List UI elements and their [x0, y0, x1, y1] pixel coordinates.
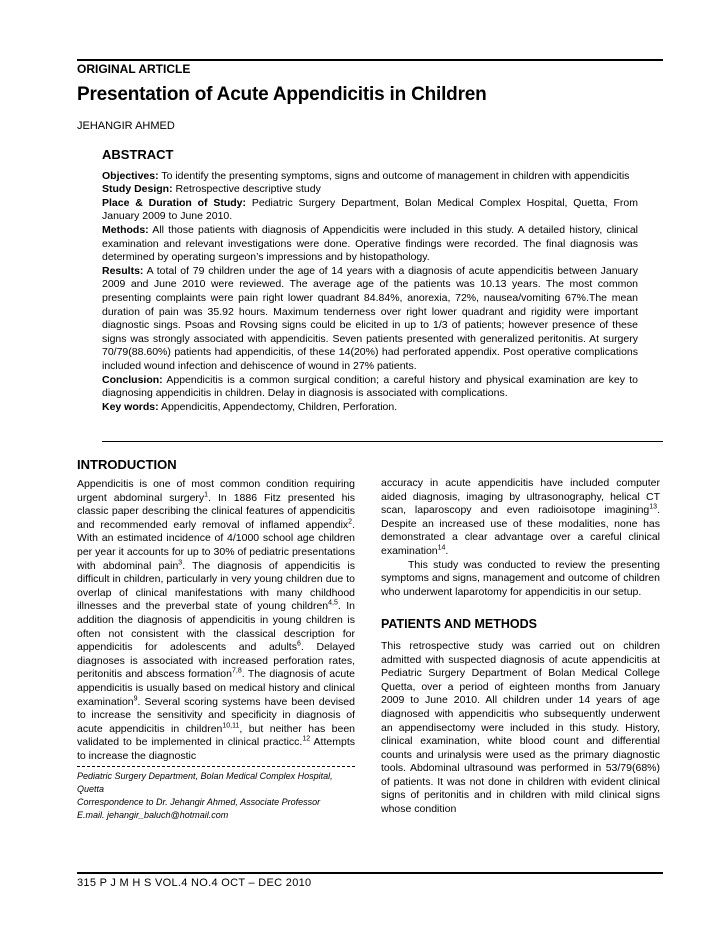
abstract-results: Results: A total of 79 children under the age of 14 years with a diagnosis of acute appendicitis between January 2009 and June 2010 were reviewed. The average age of the patients was 10.13 years. The most common presenting complaints were pain right lower quadrant 84.84%, anorexia, 72%, nausea/vomiting 67%.The mean duration of pain was 35.92 hours. Maximum tenderness over right lower quadrant and rigidity were important diagnostic sings. Psoas and Rovsing signs could be elicited in up to 1/3 of patients; however presence of these signs was strongly associated with appendicitis. Seven patients presented with generalized peritonitis. At surgery 70/79(88.60%) patients had appendicitis, of these 14(20%) had perforated appendix. Post operative complications included wound infection and dehiscence of wound in 27% patients.: [102, 264, 638, 372]
abstract-objectives: Objectives: To identify the presenting symptoms, signs and outcome of management in children with appendicitis: [102, 169, 630, 182]
page-footer: 315 P J M H S VOL.4 NO.4 OCT – DEC 2010: [77, 877, 312, 889]
top-rule: [77, 59, 663, 61]
abstract-rule: [102, 441, 663, 442]
abstract-methods: Methods: All those patients with diagnosis of Appendicitis were included in this study. A detailed history, clinical examination and relevant investigations were done. Operative findings were recorded. The final diagnosis was determined by operating surgeon’s impressions and by histopathology.: [102, 223, 638, 264]
intro-paragraph-1-continued: accuracy in acute appendicitis have included computer aided diagnosis, imaging by ultrasonography, helical CT scan, laparoscopy and even radioisotope imagining$^{13}$. Despite an increased use of these modalities, none has demonstrated a clear advantage over a careful clinical examination$^{14}$.: [381, 477, 660, 557]
footnote-rule: [77, 766, 355, 767]
introduction-heading: INTRODUCTION: [77, 457, 177, 472]
section-label: ORIGINAL ARTICLE: [77, 62, 191, 76]
intro-paragraph-1: Appendicitis is one of most common condition requiring urgent abdominal surgery$^1$. In 1886 Fitz presented his classic paper describing the clinical features of appendicitis and recommended early removal of inflamed appendix$^2$. With an estimated incidence of 4/1000 school age children per year it accounts for up to 30% of pediatric presentations with abdominal pain$^3$. The diagnosis of appendicitis is difficult in children, particularly in very young children due to overlap of clinical manifestations with many childhood illnesses and the preverbal state of young children$^{4,5}$. In addition the diagnosis of appendicitis in young children is often not consistent with the classical description for appendicitis for adolescents and adults$^6$. Delayed diagnoses is associated with increased perforation rates, peritonitis and abscess formation$^{7,8}$. The diagnosis of acute appendicitis is usually based on medical history and clinical examination$^9$. Several scoring systems have been devised to increase the sensitivity and specificity in diagnosis of acute appendicitis in children$^{10,11}$, but neither has been validated to be implemented in clinical practicc.$^{12}$ Attempts to increase the diagnostic: [77, 478, 356, 762]
footnote-correspondence: Correspondence to Dr. Jehangir Ahmed, Associate Professor: [77, 797, 321, 808]
abstract-place: Place & Duration of Study: Pediatric Surgery Department, Bolan Medical Complex Hospital, Quetta, From January 2009 to June 2010.: [102, 196, 639, 223]
bottom-rule: [77, 872, 663, 874]
methods-paragraph: This retrospective study was carried out on children admitted with suspected diagnosis of acute appendicitis at Pediatric Surgery Department of Bolan Medical College Quetta, over a period of eighteen months from January 2009 to June 2010. All children under 14 years of age diagnosed with appendicitis who subsequently underwent an appendisectomy were included in this study. History, clinical examination, white blood count and differential counts and urinalysis were used as the primary diagnostic tools. Abdominal ultrasound was performed in 53/79(68%) of patients. It was not done in children with evident clinical signs of peritonitis and in children with mild clinical signs whose condition: [381, 639, 660, 816]
footnote-affiliation: Pediatric Surgery Department, Bolan Medical Complex Hospital, Quetta: [77, 771, 333, 795]
author: JEHANGIR AHMED: [77, 120, 175, 132]
abstract-design: Study Design: Retrospective descriptive study: [102, 183, 321, 196]
abstract-heading: ABSTRACT: [102, 147, 174, 162]
intro-paragraph-2: This study was conducted to review the presenting symptoms and signs, management and outcome of children who underwent laparotomy for appendicitis in our setup.: [381, 558, 660, 598]
right-column: [381, 477, 660, 817]
footnote-email: E.mail. jehangir_baluch@hotmail.com: [77, 810, 229, 821]
abstract: [102, 148, 638, 414]
article-title: Presentation of Acute Appendicitis in Children: [77, 84, 487, 105]
abstract-conclusion: Conclusion: Appendicitis is a common surgical condition; a careful history and physical examination are key to diagnosing appendicitis in children. Delay in diagnosis is associated with complications.: [102, 373, 638, 400]
left-column: [77, 478, 355, 822]
intro-ref-13: 13: [649, 503, 658, 511]
abstract-keywords: Key words: Appendicitis, Appendectomy, Children, Perforation.: [102, 400, 398, 413]
intro-wrapped-text: accuracy in acute appendicitis have included computer aided diagnosis, imaging by ultrasonography, helical CT scan, laparoscopy and even radioisotope imagining: [381, 477, 660, 517]
methods-heading: PATIENTS AND METHODS: [381, 617, 538, 632]
